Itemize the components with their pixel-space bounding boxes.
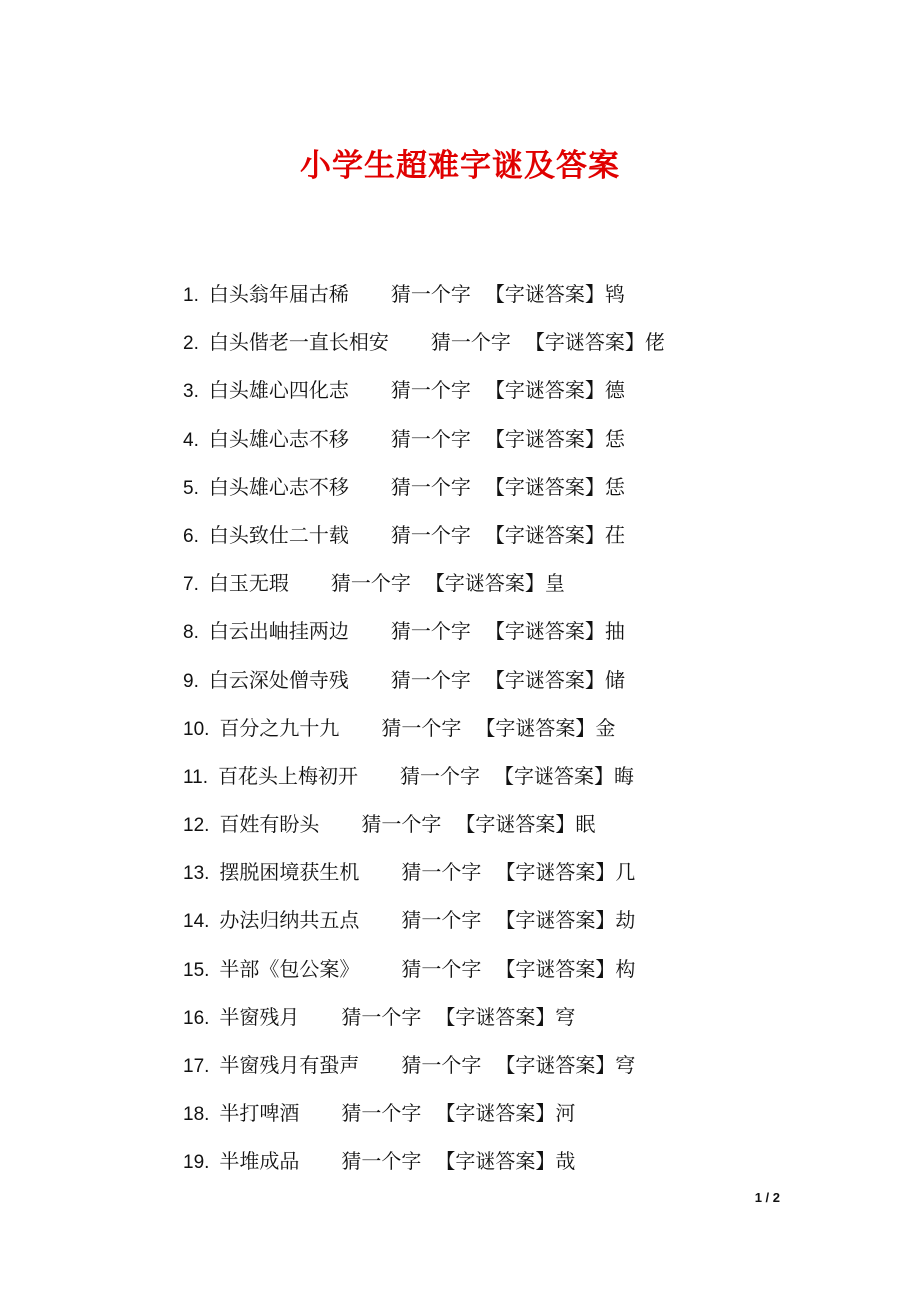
riddle-answer-label: 【字谜答案】 [435, 1149, 556, 1174]
riddle-answer-label: 【字谜答案】 [495, 1053, 616, 1077]
riddle-clue: 半打啤酒 [219, 1101, 300, 1126]
riddle-clue: 白头雄心志不移 [208, 426, 349, 451]
riddle-hint: 猜一个字 [401, 1053, 482, 1077]
riddle-number: 8. [183, 622, 199, 644]
riddle-item [183, 515, 665, 563]
riddle-item [183, 1141, 665, 1189]
riddle-answer: 几 [615, 860, 636, 885]
riddle-hint: 猜一个字 [401, 956, 482, 981]
riddle-hint: 猜一个字 [430, 330, 511, 355]
riddle-clue: 百花头上梅初开 [218, 763, 359, 788]
riddle-clue: 百分之九十九 [219, 715, 340, 740]
riddle-clue: 白头雄心志不移 [208, 474, 349, 499]
riddle-answer: 储 [604, 667, 625, 692]
riddle-answer: 穹 [555, 1004, 576, 1029]
riddle-number: 16. [183, 1007, 210, 1029]
riddle-answer-label: 【字谜答案】 [495, 860, 616, 885]
riddle-clue: 白头致仕二十载 [208, 522, 349, 547]
riddle-clue: 摆脱困境获生机 [219, 860, 360, 885]
riddle-number: 2. [183, 333, 199, 355]
riddle-item [183, 322, 665, 370]
riddle-clue: 白头偕老一直长相安 [208, 330, 389, 355]
riddle-number: 10. [183, 718, 210, 740]
riddle-hint: 猜一个字 [401, 908, 482, 933]
riddle-answer: 皇 [544, 571, 565, 596]
riddle-clue: 白玉无瑕 [208, 571, 289, 596]
riddle-number: 13. [183, 863, 210, 885]
riddle-number: 9. [183, 670, 199, 692]
riddle-answer: 鸨 [604, 282, 625, 306]
riddle-number: 7. [183, 574, 199, 596]
riddle-hint: 猜一个字 [341, 1149, 422, 1174]
riddle-item [183, 852, 665, 900]
riddle-hint: 猜一个字 [401, 860, 482, 885]
riddle-answer-label: 【字谜答案】 [484, 282, 605, 306]
riddle-item [183, 611, 665, 659]
riddle-answer-label: 【字谜答案】 [435, 1101, 556, 1126]
riddle-answer: 晦 [614, 763, 635, 788]
riddle-answer-label: 【字谜答案】 [484, 378, 605, 403]
riddle-item [183, 756, 665, 804]
riddle-answer: 哉 [555, 1149, 576, 1174]
riddle-answer: 茌 [604, 522, 625, 547]
riddle-item [183, 467, 665, 515]
riddle-clue: 白云深处僧寺残 [208, 667, 349, 692]
page-number: 1 / 2 [754, 1190, 780, 1205]
riddle-hint: 猜一个字 [341, 1101, 422, 1126]
riddle-clue: 白头雄心四化志 [208, 378, 349, 403]
riddle-answer: 河 [555, 1101, 576, 1126]
riddle-number: 15. [183, 959, 210, 981]
riddle-answer-label: 【字谜答案】 [484, 667, 605, 692]
riddle-item [183, 274, 665, 322]
riddle-hint: 猜一个字 [390, 522, 471, 547]
riddle-answer: 眠 [575, 812, 596, 837]
riddle-hint: 猜一个字 [381, 715, 462, 740]
riddle-clue: 半部《包公案》 [219, 956, 360, 981]
riddle-hint: 猜一个字 [341, 1004, 422, 1029]
riddle-hint: 猜一个字 [390, 667, 471, 692]
riddle-answer-label: 【字谜答案】 [484, 619, 605, 644]
riddle-answer: 金 [595, 715, 616, 740]
riddle-number: 19. [183, 1152, 210, 1174]
riddle-item [183, 804, 665, 852]
riddle-item [183, 949, 665, 997]
riddle-number: 12. [183, 815, 210, 837]
riddle-hint: 猜一个字 [330, 571, 411, 596]
riddle-item [183, 997, 665, 1045]
riddle-number: 17. [183, 1056, 210, 1077]
riddle-list [183, 274, 665, 1190]
riddle-answer-label: 【字谜答案】 [495, 956, 616, 981]
riddle-clue: 白云出岫挂两边 [208, 619, 349, 644]
riddle-item [183, 1093, 665, 1141]
riddle-number: 11. [183, 766, 209, 788]
riddle-clue: 白头翁年届古稀 [208, 282, 349, 306]
riddle-item [183, 708, 665, 756]
riddle-number: 3. [183, 381, 199, 403]
riddle-answer-label: 【字谜答案】 [524, 330, 645, 355]
riddle-answer: 恁 [604, 426, 625, 451]
document-title: 小学生超难字谜及答案 [300, 148, 620, 184]
riddle-answer: 恁 [604, 474, 625, 499]
riddle-hint: 猜一个字 [400, 763, 481, 788]
riddle-answer-label: 【字谜答案】 [484, 522, 605, 547]
riddle-hint: 猜一个字 [390, 474, 471, 499]
riddle-clue: 百姓有盼头 [219, 812, 320, 837]
riddle-answer: 佬 [644, 330, 665, 355]
riddle-clue: 半堆成品 [219, 1149, 300, 1174]
riddle-answer: 抽 [604, 619, 625, 644]
riddle-hint: 猜一个字 [390, 619, 471, 644]
riddle-clue: 半窗残月有蛩声 [219, 1053, 360, 1077]
riddle-hint: 猜一个字 [390, 378, 471, 403]
riddle-answer: 劫 [615, 908, 636, 933]
riddle-answer: 德 [604, 378, 625, 403]
riddle-answer-label: 【字谜答案】 [424, 571, 545, 596]
riddle-number: 14. [183, 911, 210, 933]
riddle-number: 4. [183, 429, 199, 451]
riddle-answer-label: 【字谜答案】 [484, 426, 605, 451]
riddle-answer-label: 【字谜答案】 [494, 763, 615, 788]
riddle-answer-label: 【字谜答案】 [484, 474, 605, 499]
riddle-clue: 半窗残月 [219, 1004, 300, 1029]
riddle-answer-label: 【字谜答案】 [435, 1004, 556, 1029]
riddle-item [183, 660, 665, 708]
riddle-answer-label: 【字谜答案】 [455, 812, 576, 837]
riddle-number: 6. [183, 525, 199, 547]
riddle-item [183, 563, 665, 611]
riddle-hint: 猜一个字 [390, 282, 471, 306]
riddle-clue: 办法归纳共五点 [219, 908, 360, 933]
riddle-item [183, 1045, 665, 1093]
riddle-answer-label: 【字谜答案】 [475, 715, 596, 740]
riddle-number: 5. [183, 477, 199, 499]
riddle-answer: 构 [615, 956, 636, 981]
riddle-item [183, 370, 665, 418]
riddle-hint: 猜一个字 [361, 812, 442, 837]
riddle-answer: 穹 [615, 1053, 636, 1077]
riddle-number: 1. [183, 285, 199, 306]
riddle-hint: 猜一个字 [390, 426, 471, 451]
riddle-number: 18. [183, 1104, 210, 1126]
riddle-item [183, 900, 665, 948]
riddle-answer-label: 【字谜答案】 [495, 908, 616, 933]
riddle-item [183, 419, 665, 467]
